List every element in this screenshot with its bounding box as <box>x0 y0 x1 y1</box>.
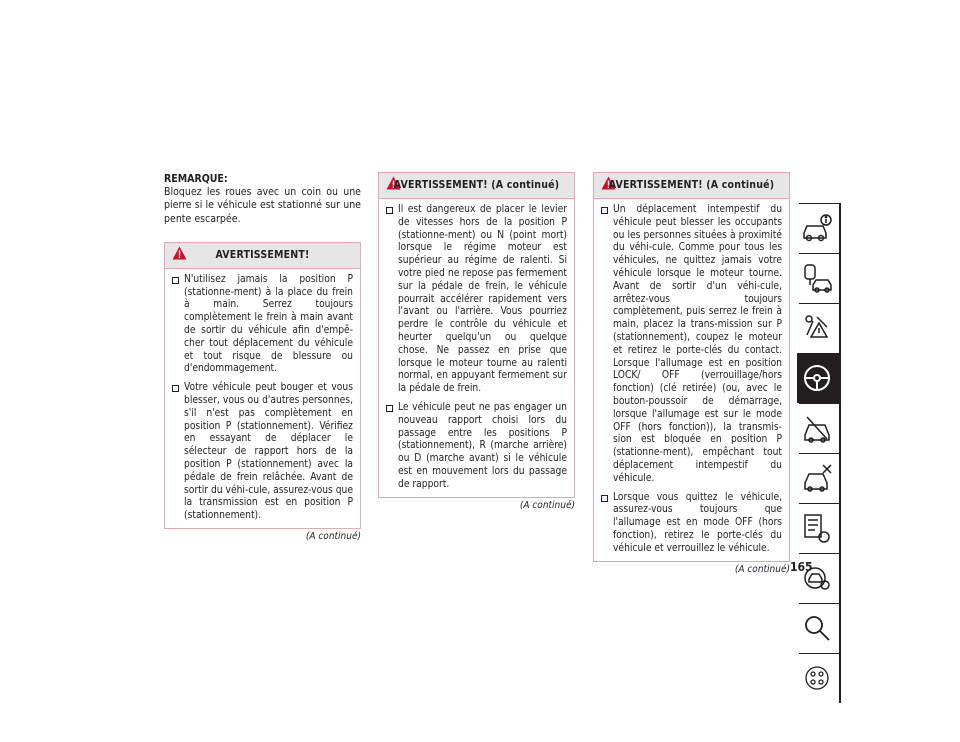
continued-note: (A continué) <box>305 531 361 543</box>
warning-title: AVERTISSEMENT! (A continué) <box>608 179 775 191</box>
warning-item-text: Votre véhicule peut bouger et vous blesser, vous ou d'autres personnes, s'il n'est pas complètement en position P (stationnement). Vérifiez en essayant de déplacer le sélecteur de rapport hors de la position P (stationnement) avec la pédale de frein relâchée. Avant de sortir du véhi-cule, assurez-vous que la transmission est en position P (stationnement). <box>184 382 353 522</box>
continued-note: (A continué) <box>734 563 790 575</box>
chapter-tab-safety[interactable] <box>797 403 841 453</box>
car-seatbelt-icon <box>801 411 833 445</box>
chapter-tab-car-info[interactable] <box>797 203 841 253</box>
warning-body <box>165 269 360 528</box>
page-number: 165 <box>790 560 813 574</box>
column-3 <box>593 172 790 576</box>
continued-note: (A continué) <box>519 499 575 511</box>
warning-box-3 <box>593 172 790 562</box>
car-service-icon <box>801 461 833 495</box>
square-bullet-icon <box>172 385 179 392</box>
warning-item-text: Il est dangereux de placer le levier de vitesses hors de la position P (stationne-ment) ou N (point mort) lorsque le régime moteur est supérieur au régime de ralenti. Si votre pied ne repose pas fermement sur la pédale de frein, le véhicule pourrait accélérer rapidement vers l'avant ou l'arrière. Vous pourriez perdre le contrôle du véhicule et heurter quelqu'un ou quelque chose. Ne passez en prise que lorsque le moteur tourne au ralenti normal, en appuyant fermement sur la pédale de frein. <box>398 204 567 395</box>
steering-wheel-icon <box>801 361 833 395</box>
warning-item-text: Lorsque vous quittez le véhicule, assurez-vous toujours que l'allumage est en mode OFF (hors fonction), retirez le porte-clés du véhicule et verrouillez le véhicule. <box>613 491 782 554</box>
chapter-tab-driving[interactable] <box>797 353 841 403</box>
warning-body <box>594 199 789 561</box>
warning-header <box>379 173 574 199</box>
warning-box-1 <box>164 242 361 529</box>
warning-title: AVERTISSEMENT! <box>215 248 310 261</box>
warning-item <box>601 492 782 556</box>
square-bullet-icon <box>172 277 179 284</box>
chapter-tab-maintenance[interactable] <box>797 503 841 553</box>
warning-body <box>379 199 574 497</box>
car-info-icon <box>801 211 833 245</box>
column-1 <box>164 173 361 543</box>
chapter-tab-service[interactable] <box>797 453 841 503</box>
language-icon <box>801 661 833 695</box>
remark-title: REMARQUE: <box>164 173 228 185</box>
chapter-tabs <box>797 203 841 703</box>
magnifier-index-icon <box>801 611 833 645</box>
chapter-tab-languages[interactable] <box>797 653 841 703</box>
chapter-tab-index[interactable] <box>797 603 841 653</box>
square-bullet-icon <box>601 495 608 502</box>
warning-item-text: Un déplacement intempestif du véhicule peut blesser les occupants ou les personnes situées à proximité du véhi-cule. Comme pour tous les véhicules, ne quittez jamais votre véhicule lorsque le moteur tourne. Avant de sortir d'un véhi-cule, arrêtez-vous toujours complètement, puis serrez le frein à main, placez la trans-mission sur P (stationnement), coupez le moteur et retirez le porte-clés du contact. Lorsque l'allumage est en position LOCK/ OFF (verrouillage/hors fonction) (clé retirée) (ou, avec le bouton-poussoir de démarrage, lorsque l'allumage est sur le mode OFF (hors fonction)), la transmis-sion est bloquée en position P (stationne-ment), empêchant tout déplacement intempestif du véhicule. <box>613 204 782 484</box>
dashboard-warning-icon <box>801 311 833 345</box>
warning-item-text: Le véhicule peut ne pas engager un nouveau rapport choisi lors du passage entre les positions P (stationnement), R (marche arrière) ou D (marche avant) si le véhicule est en mouvement lors du passage de rapport. <box>398 401 567 490</box>
chapter-tab-specs[interactable] <box>797 553 841 603</box>
chapter-tab-dashboard[interactable] <box>797 303 841 353</box>
square-bullet-icon <box>386 405 393 412</box>
car-keys-icon <box>801 261 833 295</box>
remark-body: Bloquez les roues avec un coin ou une pierre si le véhicule est stationné sur une pente escarpée. <box>164 186 361 225</box>
warning-box-2 <box>378 172 575 498</box>
warning-item <box>601 204 782 486</box>
car-specs-icon <box>801 561 833 595</box>
maintenance-list-icon <box>801 511 833 545</box>
square-bullet-icon <box>601 207 608 214</box>
warning-item <box>172 382 353 523</box>
chapter-tab-keys[interactable] <box>797 253 841 303</box>
square-bullet-icon <box>386 207 393 214</box>
warning-title: AVERTISSEMENT! (A continué) <box>393 179 560 191</box>
warning-header <box>165 243 360 269</box>
column-2 <box>378 172 575 512</box>
warning-item <box>386 402 567 492</box>
warning-item-text: N'utilisez jamais la position P (stationne-ment) à la place du frein à main. Serrez toujours complètement le frein à main avant de sortir du véhicule afin d'empê-cher tout déplacement du véhicule et tout risque de blessure ou d'endommagement. <box>184 273 353 375</box>
warning-item <box>386 204 567 396</box>
warning-header <box>594 173 789 199</box>
warning-item <box>172 274 353 376</box>
